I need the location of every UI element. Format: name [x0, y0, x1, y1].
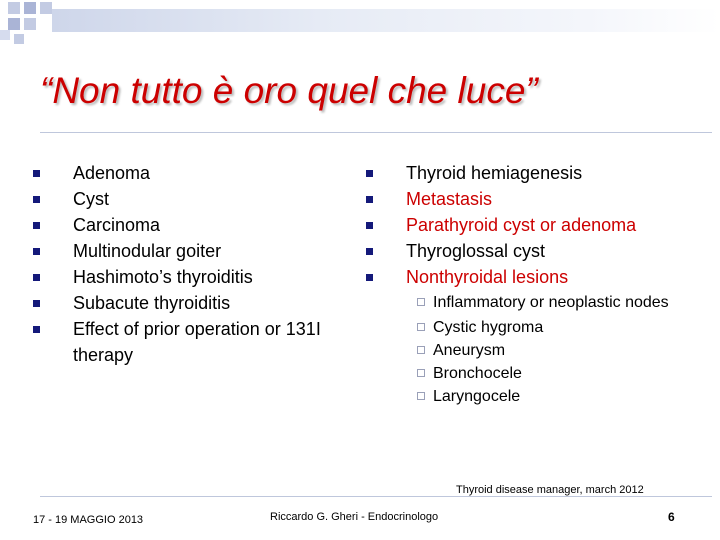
square-bullet-icon [366, 196, 373, 203]
square-bullet-icon [33, 170, 40, 177]
list-item-text: Nonthyroidal lesions [406, 267, 569, 287]
list-item [366, 264, 706, 290]
checkbox-bullet-icon [417, 346, 425, 354]
square-bullet-icon [33, 196, 40, 203]
decorative-top-bar [52, 9, 720, 32]
decorative-corner-squares [0, 0, 80, 50]
square-bullet-icon [33, 274, 40, 281]
square-bullet-icon [33, 326, 40, 333]
square-bullet-icon [366, 248, 373, 255]
left-bullet-list [33, 160, 333, 368]
sub-list-item-text: Cystic hygroma [433, 319, 544, 336]
list-item [33, 212, 333, 238]
square-bullet-icon [33, 248, 40, 255]
list-item-text: Cyst [73, 189, 109, 209]
list-item [33, 316, 333, 368]
sub-list-item-text: Bronchocele [433, 365, 522, 382]
list-item-text: Effect of prior operation or 131I therapy [73, 319, 321, 365]
list-item-text: Subacute thyroiditis [73, 293, 231, 313]
title-divider [40, 132, 712, 133]
list-item-text: Thyroid hemiagenesis [406, 163, 583, 183]
list-item-text: Thyroglossal cyst [406, 241, 546, 261]
list-item [33, 160, 333, 186]
checkbox-bullet-icon [417, 323, 425, 331]
sub-list-item-text: Aneurysm [433, 342, 506, 359]
sub-list-item [421, 362, 701, 385]
square-bullet-icon [366, 274, 373, 281]
list-item [366, 212, 706, 238]
sub-list-item-text: Laryngocele [433, 388, 521, 405]
sub-bullet-list [421, 293, 701, 408]
square-bullet-icon [366, 170, 373, 177]
sub-list-item [421, 339, 701, 362]
slide-title: “Non tutto è oro quel che luce” [40, 70, 538, 111]
list-item-text: Carcinoma [73, 215, 161, 235]
sub-list-item [421, 293, 701, 312]
list-item [33, 290, 333, 316]
list-item [33, 264, 333, 290]
sub-list-item [421, 385, 701, 408]
source-note: Thyroid disease manager, march 2012 [456, 484, 644, 496]
list-item [33, 238, 333, 264]
list-item-text: Metastasis [406, 189, 493, 209]
list-item-text: Parathyroid cyst or adenoma [406, 215, 637, 235]
checkbox-bullet-icon [417, 298, 425, 306]
checkbox-bullet-icon [417, 392, 425, 400]
square-bullet-icon [33, 300, 40, 307]
list-item-text: Multinodular goiter [73, 241, 222, 261]
list-item [366, 238, 706, 264]
list-item-text: Hashimoto’s thyroiditis [73, 267, 253, 287]
page-number: 6 [668, 510, 675, 524]
footer-divider [40, 496, 712, 497]
square-bullet-icon [366, 222, 373, 229]
right-bullet-list [366, 160, 706, 290]
list-item [33, 186, 333, 212]
list-item [366, 160, 706, 186]
list-item-text: Adenoma [73, 163, 151, 183]
list-item [366, 186, 706, 212]
footer-date: 17 - 19 MAGGIO 2013 [33, 514, 144, 526]
checkbox-bullet-icon [417, 369, 425, 377]
square-bullet-icon [33, 222, 40, 229]
sub-list-item [421, 316, 701, 339]
footer-author: Riccardo G. Gheri - Endocrinologo [270, 511, 439, 523]
sub-list-item-text: Inflammatory or neoplastic nodes [433, 294, 669, 311]
